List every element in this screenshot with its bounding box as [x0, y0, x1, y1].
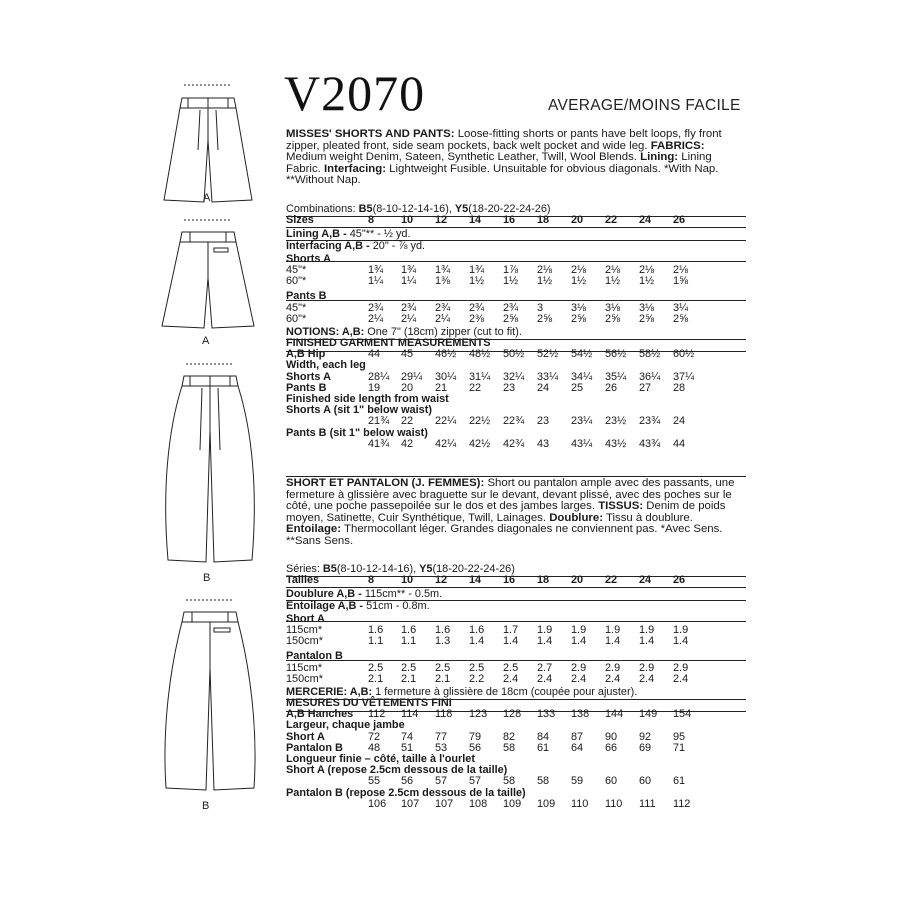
size-cell: 2.4	[639, 672, 655, 685]
size-cell: 30¼	[435, 370, 457, 383]
size-cell: 60	[605, 775, 618, 788]
row-label: 115cm*	[286, 623, 323, 636]
size-cell: 77	[435, 730, 448, 743]
row-label: Tailles	[286, 574, 320, 587]
short-a-heading: Short A	[286, 612, 325, 625]
size-cell: 90	[605, 730, 618, 743]
size-cell: 109	[537, 797, 556, 810]
size-cell: 24	[639, 574, 652, 587]
size-cell: 22	[605, 574, 618, 587]
sketch-label-b1: B	[203, 572, 211, 584]
size-cell: 10	[401, 214, 414, 227]
size-cell: 2.4	[605, 672, 621, 685]
size-cell: 87	[571, 730, 584, 743]
longueur-short-row	[286, 776, 746, 787]
size-cell: 29¼	[401, 370, 423, 383]
size-cell: 2⅛	[537, 263, 553, 276]
size-cell: 8	[368, 574, 375, 587]
size-cell: 20	[571, 574, 584, 587]
size-cell: 1.4	[503, 635, 519, 648]
rule	[286, 300, 746, 301]
size-cell: 3	[537, 301, 544, 314]
size-cell: 1.7	[503, 623, 519, 636]
size-cell: 56	[469, 741, 482, 754]
size-cell: 60	[639, 775, 652, 788]
size-cell: 28¼	[368, 370, 390, 383]
size-cell: 1¾	[469, 263, 485, 276]
rule	[286, 600, 746, 601]
size-cell: 3⅛	[571, 301, 587, 314]
size-cell: 84	[537, 730, 550, 743]
side-pants-heading: Pants B (sit 1" below waist)	[286, 426, 428, 439]
size-cell: 24	[673, 415, 686, 428]
row-label: 45"*	[286, 263, 307, 276]
size-cell: 24	[537, 381, 550, 394]
size-cell: 1.4	[605, 635, 621, 648]
longueur-pantalon-row	[286, 799, 746, 810]
size-cell: 2⅝	[571, 312, 587, 325]
size-cell: 1½	[537, 275, 553, 288]
size-cell: 22¾	[503, 415, 525, 428]
size-cell: 123	[469, 708, 488, 721]
size-cell: 42½	[469, 437, 491, 450]
size-cell: 2.9	[639, 661, 655, 674]
longueur-heading: Longueur finie – côté, taille à l'ourlet	[286, 753, 475, 765]
longueur-short-heading: Short A (repose 2.5cm dessous de la taille)	[286, 764, 508, 777]
side-shorts-row	[286, 416, 746, 427]
size-cell: 1½	[469, 275, 485, 288]
size-cell: 2⅝	[537, 312, 553, 325]
size-cell: 72	[368, 730, 381, 743]
width-heading: Width, each leg	[286, 359, 366, 372]
size-cell: 14	[469, 574, 482, 587]
size-cell: 107	[401, 797, 420, 810]
shorts-60-row	[286, 276, 746, 287]
size-cell: 43	[537, 437, 550, 450]
row-label: Sizes	[286, 214, 314, 227]
row-label: A,B Hanches	[286, 708, 354, 721]
side-pants-row	[286, 439, 746, 450]
size-cell: 1¾	[401, 263, 417, 276]
series-row: Séries: B5(8-10-12-14-16), Y5(18-20-22-24-26)	[286, 563, 515, 575]
size-cell: 41¾	[368, 437, 390, 450]
size-cell: 19	[368, 381, 381, 394]
size-cell: 2⅝	[639, 312, 655, 325]
size-cell: 2.4	[673, 672, 689, 685]
size-cell: 114	[401, 708, 419, 721]
size-cell: 1¾	[368, 263, 384, 276]
short-150-row	[286, 636, 746, 647]
size-cell: 1.4	[639, 635, 655, 648]
size-cell: 52½	[537, 348, 559, 361]
rule	[286, 261, 746, 262]
size-cell: 27	[639, 381, 652, 394]
english-description: MISSES' SHORTS AND PANTS: Loose-fitting shorts or pants have belt loops, fly front zipper, pleated front, side seam pockets, back welt pocket and wide leg. FABRICS: Medium weight Denim, Sateen, Synthetic Leather, Twill, Wool Blends. Lining: Lining Fabric. Interfacing: Lightweight Fusible. Unsuitable for obvious diagonals. *With Nap. **Without Nap.	[286, 128, 722, 187]
pattern-number: V2070	[284, 65, 426, 121]
size-cell: 2.1	[435, 672, 451, 685]
size-cell: 57	[469, 775, 482, 788]
size-cell: 66	[605, 741, 618, 754]
difficulty-level: AVERAGE/MOINS FACILE	[548, 97, 741, 114]
rule	[286, 351, 746, 352]
size-cell: 1½	[605, 275, 621, 288]
rule	[286, 711, 746, 712]
size-cell: 1.6	[469, 623, 485, 636]
row-label: Pants B	[286, 381, 327, 394]
pants-45-row	[286, 303, 746, 314]
rule	[286, 227, 746, 228]
size-cell: 21¾	[368, 415, 390, 428]
size-cell: 58	[503, 741, 516, 754]
pantalon-150-row	[286, 674, 746, 685]
size-cell: 1.4	[469, 635, 485, 648]
size-cell: 112	[673, 797, 691, 810]
size-cell: 2¾	[401, 301, 417, 314]
size-cell: 21	[435, 381, 448, 394]
size-cell: 42¾	[503, 437, 525, 450]
side-length-heading: Finished side length from waist	[286, 393, 449, 405]
size-cell: 144	[605, 708, 624, 721]
size-cell: 10	[401, 574, 414, 587]
size-cell: 44	[368, 348, 381, 361]
sketch-pants-front	[158, 360, 262, 570]
size-cell: 33¼	[537, 370, 559, 383]
size-cell: 2.5	[401, 661, 417, 674]
sketch-label-a2: A	[202, 335, 210, 347]
sketch-label-a1: A	[203, 192, 211, 204]
size-cell: 60½	[673, 348, 695, 361]
size-cell: 2¾	[503, 301, 519, 314]
size-cell: 45	[401, 348, 414, 361]
size-cell: 58	[503, 775, 516, 788]
size-cell: 20	[401, 381, 414, 394]
size-cell: 1½	[571, 275, 587, 288]
size-cell: 2.5	[469, 661, 485, 674]
pants-b-heading: Pants B	[286, 290, 327, 303]
combinations-row: Combinations: B5(8-10-12-14-16), Y5(18-20-22-24-26)	[286, 203, 551, 215]
size-cell: 35¼	[605, 370, 627, 383]
size-cell: 22½	[469, 415, 491, 428]
size-cell: 106	[368, 797, 387, 810]
size-cell: 42¼	[435, 437, 457, 450]
size-cell: 1.4	[673, 635, 689, 648]
size-cell: 23	[503, 381, 516, 394]
size-cell: 1.4	[571, 635, 587, 648]
size-cell: 1½	[503, 275, 519, 288]
size-cell: 69	[639, 741, 652, 754]
size-cell: 55	[368, 775, 381, 788]
size-cell: 2.5	[435, 661, 451, 674]
size-cell: 111	[639, 797, 656, 810]
size-cell: 108	[469, 797, 488, 810]
size-cell: 1¾	[435, 263, 451, 276]
size-cell: 1.9	[537, 623, 553, 636]
size-cell: 95	[673, 730, 686, 743]
size-cell: 22	[605, 214, 618, 227]
size-cell: 32¼	[503, 370, 525, 383]
size-cell: 1⅞	[503, 263, 519, 276]
size-cell: 1.9	[673, 623, 689, 636]
size-cell: 3¼	[673, 301, 689, 314]
size-cell: 18	[537, 214, 550, 227]
size-cell: 48	[368, 741, 381, 754]
size-cell: 26	[605, 381, 618, 394]
size-cell: 1.9	[571, 623, 587, 636]
size-cell: 22	[469, 381, 482, 394]
row-label: 115cm*	[286, 661, 323, 674]
size-cell: 54½	[571, 348, 593, 361]
largeur-heading: Largeur, chaque jambe	[286, 719, 405, 732]
size-cell: 1.9	[639, 623, 655, 636]
size-cell: 2.1	[368, 672, 384, 685]
size-cell: 58½	[639, 348, 661, 361]
size-cell: 2.4	[503, 672, 519, 685]
size-cell: 42	[401, 437, 414, 450]
size-cell: 107	[435, 797, 454, 810]
shorts-a-heading: Shorts A	[286, 252, 331, 265]
size-cell: 74	[401, 730, 414, 743]
row-label: A,B Hip	[286, 348, 326, 361]
size-cell: 23¼	[571, 415, 593, 428]
size-cell: 61	[673, 775, 686, 788]
size-cell: 1¼	[368, 275, 384, 288]
size-cell: 82	[503, 730, 516, 743]
size-cell: 1.6	[368, 623, 384, 636]
sketch-shorts-back	[158, 218, 258, 338]
size-cell: 59	[571, 775, 584, 788]
row-label: Pantalon B	[286, 741, 343, 754]
size-cell: 2⅝	[503, 312, 519, 325]
size-cell: 2¼	[435, 312, 451, 325]
size-cell: 2⅛	[571, 263, 587, 276]
size-cell: 110	[571, 797, 589, 810]
size-cell: 14	[469, 214, 482, 227]
size-cell: 2⅛	[673, 263, 689, 276]
size-cell: 1.6	[435, 623, 451, 636]
row-label: 45"*	[286, 301, 307, 314]
size-cell: 43¼	[571, 437, 593, 450]
size-cell: 2⅝	[605, 312, 621, 325]
size-cell: 26	[673, 214, 686, 227]
size-cell: 56	[401, 775, 414, 788]
size-cell: 22¼	[435, 415, 457, 428]
size-cell: 128	[503, 708, 522, 721]
french-title: SHORT ET PANTALON (J. FEMMES):	[286, 477, 485, 489]
size-cell: 149	[639, 708, 658, 721]
row-label: Short A	[286, 730, 325, 743]
side-shorts-heading: Shorts A (sit 1" below waist)	[286, 404, 432, 417]
size-cell: 12	[435, 214, 448, 227]
size-cell: 133	[537, 708, 556, 721]
size-cell: 58	[537, 775, 550, 788]
french-description: SHORT ET PANTALON (J. FEMMES): Short ou pantalon ample avec des passants, une fermeture à glissière avec braguette sur le devant, devant plissé, avec des poches sur le côté, une poche passepoilée sur le dos et des jambes larges. TISSUS: Denim de poids moyen, Satinette, Cuir Synthétique, Twill, Lainages. Doublure: Tissu à doublure. Entoilage: Thermocollant léger. Grandes diagonales ne conviennent pas. *Avec Sens. **Sans Sens.	[286, 477, 735, 547]
size-cell: 2¾	[368, 301, 384, 314]
size-cell: 20	[571, 214, 584, 227]
size-cell: 2⅛	[605, 263, 621, 276]
size-cell: 56½	[605, 348, 627, 361]
size-cell: 1.4	[537, 635, 553, 648]
size-cell: 43¾	[639, 437, 661, 450]
sketch-shorts-front	[158, 80, 258, 210]
size-cell: 109	[503, 797, 522, 810]
size-cell: 1.1	[368, 635, 384, 648]
size-cell: 44	[673, 437, 686, 450]
size-cell: 1.9	[605, 623, 621, 636]
longueur-pantalon-heading: Pantalon B (repose 2.5cm dessous de la taille)	[286, 786, 526, 799]
size-cell: 1⅜	[435, 275, 451, 288]
size-cell: 2¾	[435, 301, 451, 314]
size-cell: 36¼	[639, 370, 661, 383]
size-cell: 43½	[605, 437, 627, 450]
notions-row: NOTIONS: A,B: One 7" (18cm) zipper (cut to fit).	[286, 325, 522, 338]
mercerie-row: MERCERIE: A,B: 1 fermeture à glissière de 18cm (coupée pour ajuster).	[286, 685, 638, 698]
size-cell: 51	[401, 741, 414, 754]
size-cell: 18	[537, 574, 550, 587]
size-cell: 28	[673, 381, 686, 394]
size-cell: 154	[673, 708, 692, 721]
interfacing-row: Interfacing A,B - 20" - ⅞ yd.	[286, 239, 426, 252]
size-cell: 24	[639, 214, 652, 227]
size-cell: 23½	[605, 415, 627, 428]
size-cell: 57	[435, 775, 448, 788]
size-cell: 112	[368, 708, 386, 721]
size-cell: 138	[571, 708, 590, 721]
row-label: 150cm*	[286, 672, 323, 685]
size-cell: 23	[537, 415, 550, 428]
size-cell: 2.2	[469, 672, 485, 685]
size-cell: 34¼	[571, 370, 593, 383]
size-cell: 71	[673, 741, 686, 754]
size-cell: 25	[571, 381, 584, 394]
rule	[286, 621, 746, 622]
size-cell: 2.5	[503, 661, 519, 674]
pantalon-115-row	[286, 663, 746, 674]
size-cell: 2.9	[673, 661, 689, 674]
row-label: 60"*	[286, 312, 307, 325]
size-cell: 2.9	[605, 661, 621, 674]
size-cell: 61	[537, 741, 550, 754]
size-cell: 2⅜	[469, 312, 485, 325]
entoilage-row: Entoilage A,B - 51cm - 0.8m.	[286, 599, 430, 612]
finished-heading: FINISHED GARMENT MEASUREMENTS	[286, 337, 491, 350]
english-title: MISSES' SHORTS AND PANTS:	[286, 128, 455, 140]
size-cell: 92	[639, 730, 652, 743]
size-cell: 2¼	[368, 312, 384, 325]
rule	[286, 339, 746, 340]
row-label: Shorts A	[286, 370, 331, 383]
size-cell: 16	[503, 214, 516, 227]
size-cell: 16	[503, 574, 516, 587]
size-cell: 2.1	[401, 672, 417, 685]
row-label: 60"*	[286, 275, 307, 288]
size-cell: 2.7	[537, 661, 553, 674]
size-cell: 2.5	[368, 661, 384, 674]
size-cell: 22	[401, 415, 414, 428]
size-cell: 1.6	[401, 623, 417, 636]
sketch-pants-back	[158, 598, 262, 798]
pantalon-b-heading: Pantalon B	[286, 650, 343, 663]
size-cell: 1.1	[401, 635, 417, 648]
size-cell: 37¼	[673, 370, 695, 383]
size-cell: 2.4	[537, 672, 553, 685]
rule	[286, 576, 746, 577]
size-cell: 3⅛	[639, 301, 655, 314]
size-cell: 2¼	[401, 312, 417, 325]
size-cell: 3⅛	[605, 301, 621, 314]
rule	[286, 660, 746, 661]
size-cell: 2.9	[571, 661, 587, 674]
size-cell: 118	[435, 708, 453, 721]
size-cell: 2⅝	[673, 312, 689, 325]
rule	[286, 216, 746, 217]
size-cell: 1¼	[401, 275, 417, 288]
size-cell: 1.3	[435, 635, 451, 648]
sketch-label-b2: B	[202, 800, 210, 812]
size-cell: 2⅛	[639, 263, 655, 276]
size-cell: 48½	[469, 348, 491, 361]
pants-60-row	[286, 314, 746, 325]
size-cell: 8	[368, 214, 375, 227]
size-cell: 2.4	[571, 672, 587, 685]
size-cell: 31¼	[469, 370, 491, 383]
size-cell: 64	[571, 741, 584, 754]
size-cell: 1½	[639, 275, 655, 288]
size-cell: 79	[469, 730, 482, 743]
rule	[286, 699, 746, 700]
mesures-heading: MESURES DU VÊTEMENTS FINI	[286, 697, 452, 710]
size-cell: 53	[435, 741, 448, 754]
doublure-row: Doublure A,B - 115cm** - 0.5m.	[286, 588, 443, 601]
size-cell: 110	[605, 797, 623, 810]
size-cell: 46½	[435, 348, 457, 361]
size-cell: 23¾	[639, 415, 661, 428]
size-cell: 2¾	[469, 301, 485, 314]
row-label: 150cm*	[286, 635, 323, 648]
size-cell: 50½	[503, 348, 525, 361]
size-cell: 1⅝	[673, 275, 689, 288]
rule	[286, 587, 746, 588]
size-cell: 26	[673, 574, 686, 587]
size-cell: 12	[435, 574, 448, 587]
rule	[286, 240, 746, 241]
lining-row: Lining A,B - 45"** - ½ yd.	[286, 228, 411, 241]
